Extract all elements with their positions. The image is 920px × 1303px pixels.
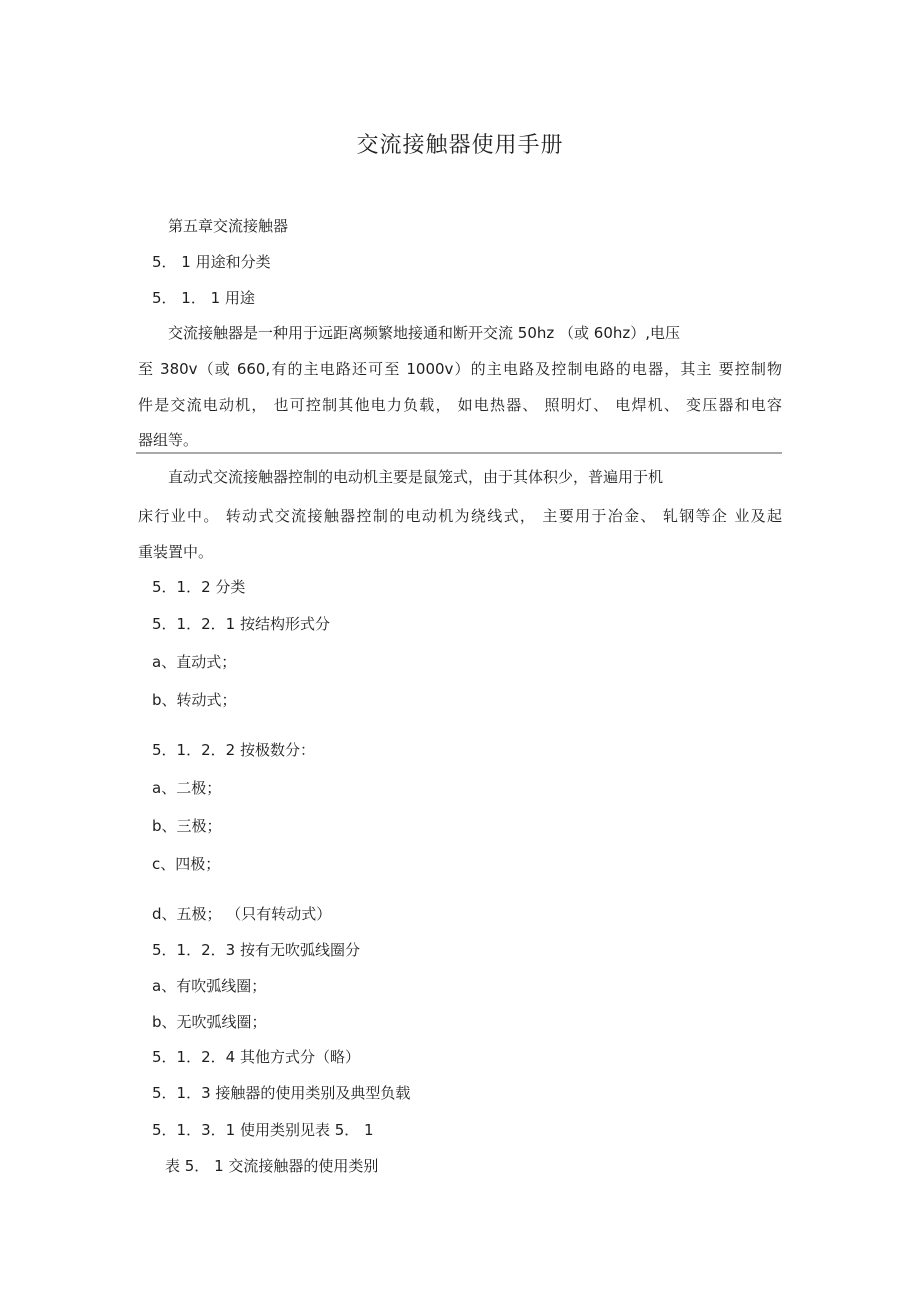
coil-item-a: a、有吹弧线圈； bbox=[152, 977, 267, 995]
paragraph-usage-line-4: 器组等。 bbox=[138, 431, 199, 449]
section-5-1-2-3-heading: 5．1．2．3 按有无吹弧线圈分 bbox=[152, 941, 360, 959]
structure-item-a: a、直动式； bbox=[152, 653, 237, 671]
paragraph-usage-line-3: 件是交流电动机， 也可控制其他电力负载， 如电热器、 照明灯、 电焊机、 变压器和电容 bbox=[138, 396, 782, 414]
section-5-1-1-heading: 5． 1． 1 用途 bbox=[152, 289, 255, 307]
paragraph-usage-line-1: 交流接触器是一种用于远距离频繁地接通和断开交流 50hz （或 60hz）,电压 bbox=[168, 324, 681, 342]
section-5-1-3-heading: 5．1．3 接触器的使用类别及典型负载 bbox=[152, 1084, 411, 1102]
pole-item-a: a、二极； bbox=[152, 779, 222, 797]
section-5-1-3-1-heading: 5．1．3．1 使用类别见表 5． 1 bbox=[152, 1121, 374, 1139]
table-caption: 表 5． 1 交流接触器的使用类别 bbox=[165, 1157, 379, 1175]
chapter-heading: 第五章交流接触器 bbox=[168, 217, 289, 235]
document-title: 交流接触器使用手册 bbox=[356, 133, 564, 158]
section-5-1-heading: 5． 1 用途和分类 bbox=[152, 253, 271, 271]
section-5-1-2-4-heading: 5．1．2．4 其他方式分（略） bbox=[152, 1048, 360, 1066]
section-5-1-2-heading: 5．1．2 分类 bbox=[152, 578, 246, 596]
pole-item-b: b、三极； bbox=[152, 817, 222, 835]
paragraph-types-line-1: 直动式交流接触器控制的电动机主要是鼠笼式，由于其体积少，普遍用于机 bbox=[168, 468, 664, 486]
structure-item-b: b、转动式； bbox=[152, 691, 237, 709]
paragraph-usage-line-2: 至 380v（或 660,有的主电路还可至 1000v）的主电路及控制电路的电器，其主 要控制物 bbox=[138, 360, 782, 378]
horizontal-divider bbox=[136, 452, 782, 454]
section-5-1-2-2-heading: 5．1．2．2 按极数分： bbox=[152, 741, 315, 759]
pole-item-c: c、四极； bbox=[152, 855, 221, 873]
pole-item-d: d、五极； （只有转动式） bbox=[152, 905, 332, 923]
paragraph-types-line-2: 床行业中。 转动式交流接触器控制的电动机为绕线式， 主要用于冶金、 轧钢等企 业及起 bbox=[138, 507, 782, 525]
coil-item-b: b、无吹弧线圈； bbox=[152, 1013, 267, 1031]
section-5-1-2-1-heading: 5．1．2．1 按结构形式分 bbox=[152, 615, 330, 633]
paragraph-types-line-3: 重装置中。 bbox=[138, 543, 214, 561]
